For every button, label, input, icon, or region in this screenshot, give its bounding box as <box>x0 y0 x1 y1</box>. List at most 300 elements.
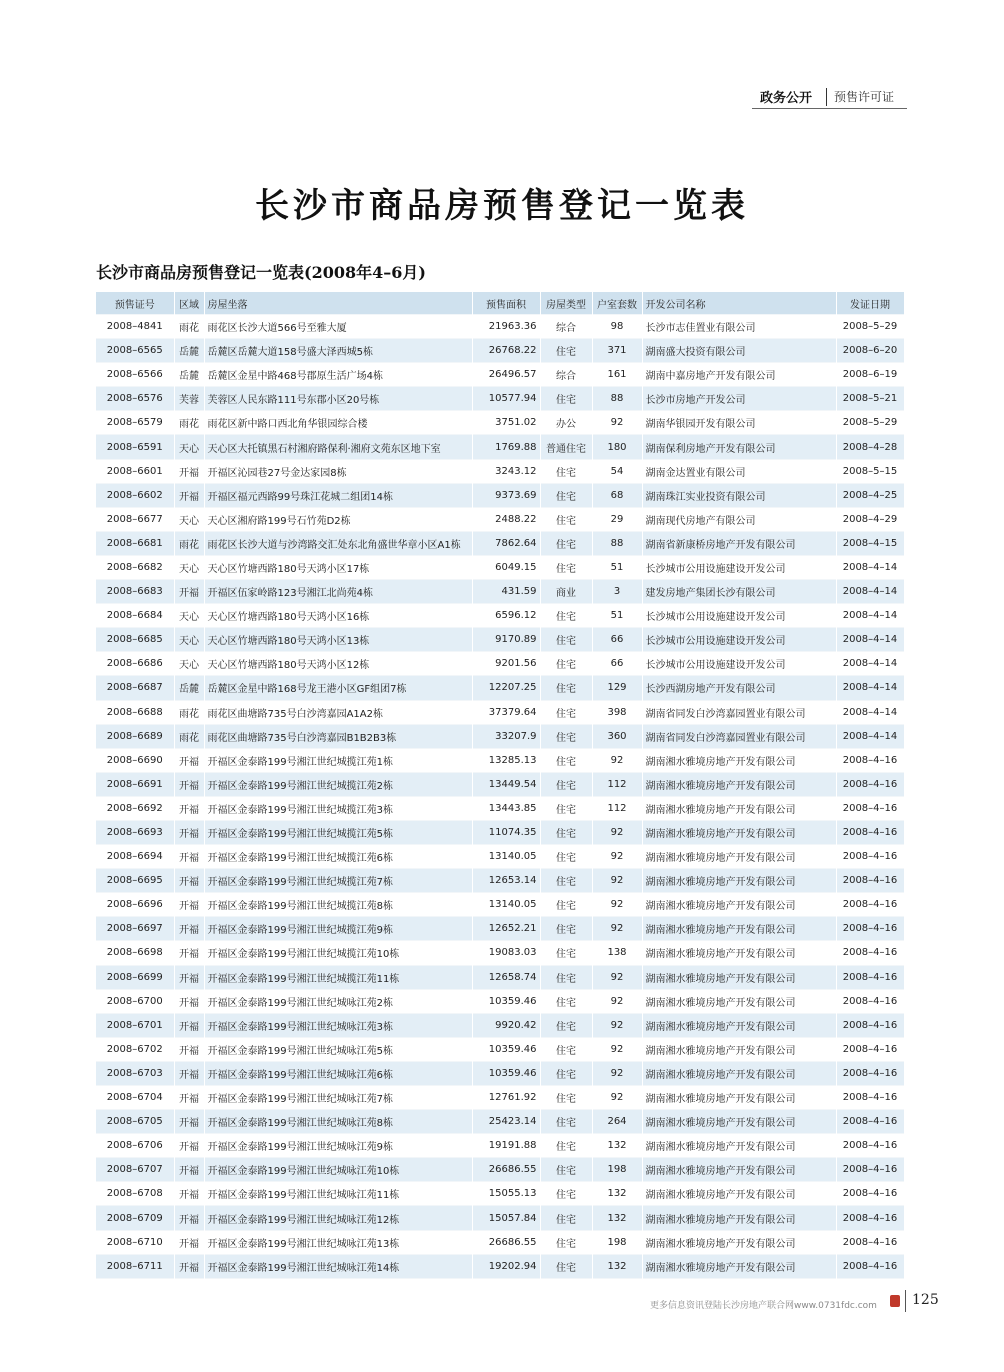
cell-units: 132 <box>592 1254 642 1278</box>
cell-permit-no: 2008–6686 <box>96 652 174 676</box>
cell-district: 开福 <box>174 1013 204 1037</box>
cell-district: 开福 <box>174 1061 204 1085</box>
cell-area: 11074.35 <box>472 820 540 844</box>
cell-permit-no: 2008–6682 <box>96 555 174 579</box>
cell-district: 开福 <box>174 989 204 1013</box>
cell-permit-no: 2008–6702 <box>96 1037 174 1061</box>
cell-developer: 湖南湘水雅境房地产开发有限公司 <box>642 917 836 941</box>
cell-developer: 湖南省新康桥房地产开发有限公司 <box>642 531 836 555</box>
cell-type: 综合 <box>540 315 592 339</box>
cell-type: 住宅 <box>540 772 592 796</box>
cell-address: 开福区金泰路199号湘江世纪城咏江苑6栋 <box>204 1061 472 1085</box>
cell-type: 住宅 <box>540 1230 592 1254</box>
cell-address: 开福区金泰路199号湘江世纪城咏江苑7栋 <box>204 1086 472 1110</box>
cell-district: 雨花 <box>174 531 204 555</box>
cell-units: 66 <box>592 628 642 652</box>
cell-developer: 湖南湘水雅境房地产开发有限公司 <box>642 869 836 893</box>
cell-date: 2008–4–29 <box>836 507 904 531</box>
cell-type: 住宅 <box>540 628 592 652</box>
cell-district: 开福 <box>174 1254 204 1278</box>
cell-type: 住宅 <box>540 604 592 628</box>
cell-area: 21963.36 <box>472 315 540 339</box>
cell-area: 19191.88 <box>472 1134 540 1158</box>
cell-developer: 湖南湘水雅境房地产开发有限公司 <box>642 1182 836 1206</box>
cell-units: 180 <box>592 435 642 459</box>
cell-permit-no: 2008–6711 <box>96 1254 174 1278</box>
cell-address: 开福区金泰路199号湘江世纪城揽江苑9栋 <box>204 917 472 941</box>
cell-units: 88 <box>592 531 642 555</box>
cell-permit-no: 2008–6677 <box>96 507 174 531</box>
cell-permit-no: 2008–6684 <box>96 604 174 628</box>
cell-district: 开福 <box>174 941 204 965</box>
cell-address: 岳麓区岳麓大道158号盛大泽西城5栋 <box>204 339 472 363</box>
cell-date: 2008–4–14 <box>836 580 904 604</box>
cell-address: 芙蓉区人民东路111号东郡小区20号栋 <box>204 387 472 411</box>
cell-permit-no: 2008–6706 <box>96 1134 174 1158</box>
cell-developer: 湖南湘水雅境房地产开发有限公司 <box>642 1134 836 1158</box>
cell-units: 92 <box>592 1061 642 1085</box>
cell-type: 住宅 <box>540 796 592 820</box>
cell-developer: 湖南现代房地产有限公司 <box>642 507 836 531</box>
cell-district: 开福 <box>174 1134 204 1158</box>
table-row <box>96 893 904 917</box>
cell-area: 12653.14 <box>472 869 540 893</box>
cell-developer: 湖南湘水雅境房地产开发有限公司 <box>642 965 836 989</box>
table-row <box>96 1061 904 1085</box>
cell-developer: 湖南金达置业有限公司 <box>642 459 836 483</box>
cell-area: 33207.9 <box>472 724 540 748</box>
table-row <box>96 363 904 387</box>
cell-developer: 湖南湘水雅境房地产开发有限公司 <box>642 1254 836 1278</box>
table-row <box>96 1110 904 1134</box>
cell-permit-no: 2008–6694 <box>96 845 174 869</box>
cell-area: 2488.22 <box>472 507 540 531</box>
cell-address: 开福区金泰路199号湘江世纪城揽江苑8栋 <box>204 893 472 917</box>
cell-permit-no: 2008–6576 <box>96 387 174 411</box>
cell-area: 13140.05 <box>472 893 540 917</box>
cell-area: 10359.46 <box>472 1037 540 1061</box>
cell-date: 2008–4–16 <box>836 1206 904 1230</box>
header-units: 户室套数 <box>592 292 642 315</box>
header-address: 房屋坐落 <box>204 292 472 315</box>
cell-type: 住宅 <box>540 1182 592 1206</box>
cell-date: 2008–4–16 <box>836 893 904 917</box>
cell-area: 25423.14 <box>472 1110 540 1134</box>
presale-table <box>96 292 905 1279</box>
cell-district: 雨花 <box>174 315 204 339</box>
cell-area: 10359.46 <box>472 989 540 1013</box>
cell-developer: 湖南湘水雅境房地产开发有限公司 <box>642 1158 836 1182</box>
cell-permit-no: 2008–6698 <box>96 941 174 965</box>
cell-district: 雨花 <box>174 724 204 748</box>
cell-units: 112 <box>592 772 642 796</box>
cell-developer: 湖南省同发白沙湾嘉园置业有限公司 <box>642 700 836 724</box>
header-district: 区域 <box>174 292 204 315</box>
cell-district: 岳麓 <box>174 676 204 700</box>
cell-date: 2008–5–29 <box>836 315 904 339</box>
cell-district: 开福 <box>174 917 204 941</box>
cell-date: 2008–5–29 <box>836 411 904 435</box>
cell-area: 12658.74 <box>472 965 540 989</box>
cell-type: 住宅 <box>540 1061 592 1085</box>
cell-date: 2008–6–20 <box>836 339 904 363</box>
table-row <box>96 555 904 579</box>
table-row <box>96 772 904 796</box>
cell-area: 19202.94 <box>472 1254 540 1278</box>
cell-address: 雨花区长沙大道与沙湾路交汇处东北角盛世华章小区A1栋 <box>204 531 472 555</box>
table-row <box>96 604 904 628</box>
header-developer: 开发公司名称 <box>642 292 836 315</box>
page-number: 125 <box>912 1292 939 1308</box>
cell-developer: 长沙城市公用设施建设开发公司 <box>642 628 836 652</box>
table-row <box>96 411 904 435</box>
cell-area: 9170.89 <box>472 628 540 652</box>
cell-type: 综合 <box>540 363 592 387</box>
cell-units: 132 <box>592 1206 642 1230</box>
cell-date: 2008–4–16 <box>836 820 904 844</box>
cell-address: 开福区金泰路199号湘江世纪城咏江苑14栋 <box>204 1254 472 1278</box>
cell-type: 住宅 <box>540 676 592 700</box>
cell-district: 岳麓 <box>174 363 204 387</box>
cell-area: 9920.42 <box>472 1013 540 1037</box>
cell-developer: 长沙城市公用设施建设开发公司 <box>642 604 836 628</box>
cell-area: 10359.46 <box>472 1061 540 1085</box>
table-row <box>96 1134 904 1158</box>
cell-area: 37379.64 <box>472 700 540 724</box>
cell-permit-no: 2008–6602 <box>96 483 174 507</box>
cell-units: 92 <box>592 1086 642 1110</box>
cell-address: 开福区金泰路199号湘江世纪城咏江苑2栋 <box>204 989 472 1013</box>
section-label: 政务公开 <box>760 91 813 106</box>
cell-developer: 湖南华银园开发有限公司 <box>642 411 836 435</box>
cell-units: 198 <box>592 1158 642 1182</box>
cell-date: 2008–4–14 <box>836 555 904 579</box>
cell-address: 雨花区曲塘路735号白沙湾嘉园B1B2B3栋 <box>204 724 472 748</box>
cell-permit-no: 2008–6692 <box>96 796 174 820</box>
cell-date: 2008–4–16 <box>836 1013 904 1037</box>
cell-date: 2008–4–14 <box>836 700 904 724</box>
cell-date: 2008–4–16 <box>836 1158 904 1182</box>
table-title: 长沙市商品房预售登记一览表(2008年4–6月) <box>96 263 426 282</box>
cell-address: 开福区金泰路199号湘江世纪城揽江苑2栋 <box>204 772 472 796</box>
cell-type: 住宅 <box>540 965 592 989</box>
cell-district: 开福 <box>174 796 204 820</box>
cell-developer: 湖南保利房地产开发有限公司 <box>642 435 836 459</box>
cell-date: 2008–4–16 <box>836 1086 904 1110</box>
cell-units: 92 <box>592 917 642 941</box>
cell-units: 132 <box>592 1182 642 1206</box>
table-row <box>96 676 904 700</box>
cell-area: 13140.05 <box>472 845 540 869</box>
cell-permit-no: 2008–4841 <box>96 315 174 339</box>
table-row <box>96 1182 904 1206</box>
cell-district: 天心 <box>174 604 204 628</box>
cell-address: 天心区大托镇黑石村湘府路保利·湘府文苑东区地下室 <box>204 435 472 459</box>
cell-area: 10577.94 <box>472 387 540 411</box>
table-row <box>96 989 904 1013</box>
cell-type: 住宅 <box>540 1158 592 1182</box>
cell-developer: 湖南省同发白沙湾嘉园置业有限公司 <box>642 724 836 748</box>
cell-permit-no: 2008–6710 <box>96 1230 174 1254</box>
cell-district: 雨花 <box>174 700 204 724</box>
cell-district: 开福 <box>174 1230 204 1254</box>
table-row <box>96 965 904 989</box>
cell-type: 住宅 <box>540 507 592 531</box>
cell-district: 开福 <box>174 1158 204 1182</box>
cell-date: 2008–4–16 <box>836 1182 904 1206</box>
cell-units: 198 <box>592 1230 642 1254</box>
table-row <box>96 459 904 483</box>
cell-address: 开福区金泰路199号湘江世纪城揽江苑1栋 <box>204 748 472 772</box>
cell-units: 92 <box>592 411 642 435</box>
cell-address: 开福区金泰路199号湘江世纪城咏江苑9栋 <box>204 1134 472 1158</box>
table-row <box>96 917 904 941</box>
cell-type: 住宅 <box>540 652 592 676</box>
cell-developer: 长沙市房地产开发公司 <box>642 387 836 411</box>
cell-address: 开福区金泰路199号湘江世纪城咏江苑10栋 <box>204 1158 472 1182</box>
cell-units: 138 <box>592 941 642 965</box>
table-row <box>96 1013 904 1037</box>
table-row <box>96 1230 904 1254</box>
cell-developer: 湖南湘水雅境房地产开发有限公司 <box>642 748 836 772</box>
cell-type: 普通住宅 <box>540 435 592 459</box>
cell-date: 2008–4–16 <box>836 1110 904 1134</box>
cell-district: 开福 <box>174 748 204 772</box>
table-row <box>96 435 904 459</box>
cell-area: 15055.13 <box>472 1182 540 1206</box>
cell-date: 2008–4–16 <box>836 989 904 1013</box>
cell-units: 92 <box>592 869 642 893</box>
cell-address: 开福区金泰路199号湘江世纪城揽江苑3栋 <box>204 796 472 820</box>
table-row <box>96 941 904 965</box>
cell-date: 2008–4–16 <box>836 845 904 869</box>
cell-district: 开福 <box>174 772 204 796</box>
table-row <box>96 1158 904 1182</box>
table-row <box>96 869 904 893</box>
cell-permit-no: 2008–6566 <box>96 363 174 387</box>
table-row <box>96 652 904 676</box>
cell-type: 住宅 <box>540 1206 592 1230</box>
header-divider <box>826 88 827 106</box>
table-row <box>96 1254 904 1278</box>
cell-developer: 湖南湘水雅境房地产开发有限公司 <box>642 1013 836 1037</box>
cell-area: 3243.12 <box>472 459 540 483</box>
cell-area: 15057.84 <box>472 1206 540 1230</box>
cell-area: 6596.12 <box>472 604 540 628</box>
cell-permit-no: 2008–6693 <box>96 820 174 844</box>
cell-area: 9373.69 <box>472 483 540 507</box>
cell-units: 29 <box>592 507 642 531</box>
cell-developer: 长沙城市公用设施建设开发公司 <box>642 652 836 676</box>
cell-type: 住宅 <box>540 845 592 869</box>
cell-permit-no: 2008–6708 <box>96 1182 174 1206</box>
cell-permit-no: 2008–6579 <box>96 411 174 435</box>
cell-permit-no: 2008–6690 <box>96 748 174 772</box>
cell-date: 2008–4–14 <box>836 604 904 628</box>
cell-type: 住宅 <box>540 917 592 941</box>
table-row <box>96 724 904 748</box>
cell-type: 住宅 <box>540 1254 592 1278</box>
cell-developer: 湖南湘水雅境房地产开发有限公司 <box>642 1061 836 1085</box>
cell-district: 开福 <box>174 1182 204 1206</box>
table-row <box>96 315 904 339</box>
cell-permit-no: 2008–6689 <box>96 724 174 748</box>
cell-permit-no: 2008–6695 <box>96 869 174 893</box>
cell-address: 开福区金泰路199号湘江世纪城咏江苑11栋 <box>204 1182 472 1206</box>
cell-address: 开福区金泰路199号湘江世纪城揽江苑11栋 <box>204 965 472 989</box>
cell-address: 开福区金泰路199号湘江世纪城揽江苑5栋 <box>204 820 472 844</box>
cell-area: 19083.03 <box>472 941 540 965</box>
cell-developer: 湖南湘水雅境房地产开发有限公司 <box>642 820 836 844</box>
cell-district: 天心 <box>174 555 204 579</box>
cell-address: 开福区伍家岭路123号湘江北尚苑4栋 <box>204 580 472 604</box>
cell-date: 2008–4–16 <box>836 748 904 772</box>
cell-district: 岳麓 <box>174 339 204 363</box>
table-row <box>96 1086 904 1110</box>
cell-type: 住宅 <box>540 941 592 965</box>
cell-permit-no: 2008–6703 <box>96 1061 174 1085</box>
cell-developer: 湖南湘水雅境房地产开发有限公司 <box>642 845 836 869</box>
cell-district: 开福 <box>174 1037 204 1061</box>
cell-date: 2008–5–15 <box>836 459 904 483</box>
cell-units: 51 <box>592 604 642 628</box>
cell-permit-no: 2008–6681 <box>96 531 174 555</box>
cell-date: 2008–4–16 <box>836 1254 904 1278</box>
cell-district: 开福 <box>174 1206 204 1230</box>
cell-area: 26496.57 <box>472 363 540 387</box>
cell-type: 住宅 <box>540 1110 592 1134</box>
cell-date: 2008–4–28 <box>836 435 904 459</box>
cell-address: 开福区金泰路199号湘江世纪城咏江苑3栋 <box>204 1013 472 1037</box>
cell-type: 住宅 <box>540 387 592 411</box>
cell-units: 98 <box>592 315 642 339</box>
cell-units: 264 <box>592 1110 642 1134</box>
cell-developer: 湖南湘水雅境房地产开发有限公司 <box>642 941 836 965</box>
cell-units: 92 <box>592 820 642 844</box>
cell-date: 2008–4–14 <box>836 628 904 652</box>
cell-developer: 湖南湘水雅境房地产开发有限公司 <box>642 1206 836 1230</box>
cell-type: 住宅 <box>540 459 592 483</box>
cell-permit-no: 2008–6700 <box>96 989 174 1013</box>
cell-permit-no: 2008–6699 <box>96 965 174 989</box>
cell-permit-no: 2008–6709 <box>96 1206 174 1230</box>
cell-developer: 长沙城市公用设施建设开发公司 <box>642 555 836 579</box>
table-row <box>96 845 904 869</box>
cell-type: 住宅 <box>540 483 592 507</box>
header-date: 发证日期 <box>836 292 904 315</box>
table-row <box>96 700 904 724</box>
cell-district: 天心 <box>174 652 204 676</box>
cell-address: 开福区沁园巷27号金达家园8栋 <box>204 459 472 483</box>
cell-units: 360 <box>592 724 642 748</box>
cell-date: 2008–5–21 <box>836 387 904 411</box>
cell-permit-no: 2008–6701 <box>96 1013 174 1037</box>
section-header <box>752 84 907 109</box>
cell-area: 13443.85 <box>472 796 540 820</box>
cell-address: 雨花区长沙大道566号至雅大厦 <box>204 315 472 339</box>
cell-date: 2008–4–14 <box>836 724 904 748</box>
cell-address: 天心区竹塘西路180号天鸿小区17栋 <box>204 555 472 579</box>
page-title: 长沙市商品房预售登记一览表 <box>255 186 749 226</box>
table-row <box>96 387 904 411</box>
cell-developer: 湖南湘水雅境房地产开发有限公司 <box>642 893 836 917</box>
cell-date: 2008–6–19 <box>836 363 904 387</box>
cell-date: 2008–4–16 <box>836 1061 904 1085</box>
cell-address: 雨花区新中路口西北角华银园综合楼 <box>204 411 472 435</box>
cell-type: 住宅 <box>540 1086 592 1110</box>
cell-address: 雨花区曲塘路735号白沙湾嘉园A1A2栋 <box>204 700 472 724</box>
logo-icon <box>890 1295 900 1307</box>
cell-units: 92 <box>592 989 642 1013</box>
cell-units: 92 <box>592 748 642 772</box>
cell-type: 住宅 <box>540 555 592 579</box>
cell-type: 住宅 <box>540 700 592 724</box>
cell-units: 54 <box>592 459 642 483</box>
cell-type: 住宅 <box>540 893 592 917</box>
cell-date: 2008–4–16 <box>836 1037 904 1061</box>
cell-units: 92 <box>592 1037 642 1061</box>
cell-units: 112 <box>592 796 642 820</box>
cell-area: 13285.13 <box>472 748 540 772</box>
cell-developer: 湖南湘水雅境房地产开发有限公司 <box>642 1037 836 1061</box>
table-row <box>96 820 904 844</box>
subsection-label: 预售许可证 <box>834 90 895 104</box>
cell-area: 12207.25 <box>472 676 540 700</box>
cell-units: 3 <box>592 580 642 604</box>
cell-area: 26686.55 <box>472 1158 540 1182</box>
header-permit-no: 预售证号 <box>96 292 174 315</box>
cell-area: 9201.56 <box>472 652 540 676</box>
cell-date: 2008–4–16 <box>836 1230 904 1254</box>
cell-units: 92 <box>592 965 642 989</box>
cell-district: 开福 <box>174 845 204 869</box>
cell-address: 开福区金泰路199号湘江世纪城揽江苑6栋 <box>204 845 472 869</box>
cell-address: 开福区金泰路199号湘江世纪城咏江苑8栋 <box>204 1110 472 1134</box>
cell-type: 商业 <box>540 580 592 604</box>
table-row <box>96 796 904 820</box>
table-row <box>96 339 904 363</box>
table-row <box>96 628 904 652</box>
cell-address: 开福区金泰路199号湘江世纪城咏江苑12栋 <box>204 1206 472 1230</box>
header-area: 预售面积 <box>472 292 540 315</box>
cell-address: 天心区竹塘西路180号天鸿小区13栋 <box>204 628 472 652</box>
cell-district: 开福 <box>174 820 204 844</box>
cell-units: 132 <box>592 1134 642 1158</box>
cell-address: 天心区湘府路199号石竹苑D2栋 <box>204 507 472 531</box>
cell-district: 开福 <box>174 1110 204 1134</box>
cell-district: 开福 <box>174 1086 204 1110</box>
cell-developer: 湖南湘水雅境房地产开发有限公司 <box>642 1230 836 1254</box>
cell-district: 开福 <box>174 869 204 893</box>
table-row <box>96 507 904 531</box>
footer-divider <box>905 1290 906 1312</box>
cell-developer: 湖南湘水雅境房地产开发有限公司 <box>642 989 836 1013</box>
table-body <box>96 315 904 1279</box>
cell-developer: 湖南中嘉房地产开发有限公司 <box>642 363 836 387</box>
cell-permit-no: 2008–6685 <box>96 628 174 652</box>
cell-permit-no: 2008–6704 <box>96 1086 174 1110</box>
cell-date: 2008–4–14 <box>836 676 904 700</box>
header-type: 房屋类型 <box>540 292 592 315</box>
cell-developer: 湖南湘水雅境房地产开发有限公司 <box>642 1086 836 1110</box>
cell-permit-no: 2008–6601 <box>96 459 174 483</box>
cell-type: 住宅 <box>540 1134 592 1158</box>
cell-address: 天心区竹塘西路180号天鸿小区16栋 <box>204 604 472 628</box>
table-row <box>96 1037 904 1061</box>
table-row <box>96 483 904 507</box>
cell-area: 3751.02 <box>472 411 540 435</box>
cell-developer: 湖南盛大投资有限公司 <box>642 339 836 363</box>
